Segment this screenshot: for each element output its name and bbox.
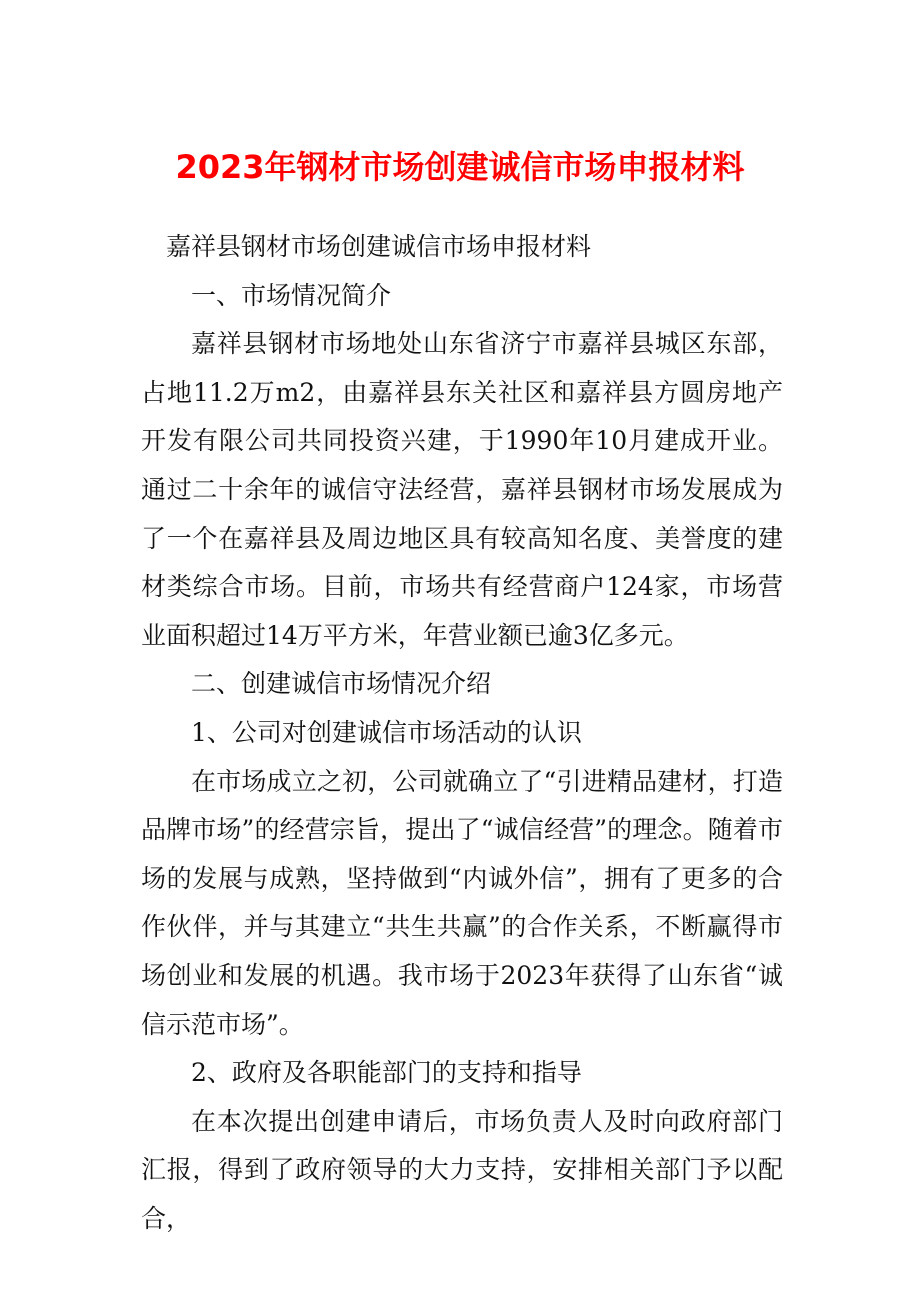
section-heading-integrity-creation: 二、创建诚信市场情况介绍 [191,669,492,699]
paragraph-government-support: 在本次提出创建申请后，市场负责人及时向政府部门汇报，得到了政府领导的大力支持，安排相关部门予以配合， [141,1106,783,1233]
subheading-government-support: 2、政府及各职能部门的支持和指导 [191,1058,582,1088]
subheading-company-understanding: 1、公司对创建诚信市场活动的认识 [191,717,582,747]
document-body [141,223,783,1243]
paragraph-company-understanding: 在市场成立之初，公司就确立了“引进精品建材，打造品牌市场”的经营宗旨，提出了“诚信经营”的理念。随着市场的发展与成熟，坚持做到“内诚外信”，拥有了更多的合作伙伴，并与其建立“共生共赢”的合作关系，不断赢得市场创业和发展的机遇。我市场于2023年获得了山东省“诚信示范市场”。 [141,766,783,1039]
paragraph-market-overview: 嘉祥县钢材市场地处山东省济宁市嘉祥县城区东部，占地11.2万m2，由嘉祥县东关社区和嘉祥县方圆房地产开发有限公司共同投资兴建，于1990年10月建成开业。通过二十余年的诚信守法经营，嘉祥县钢材市场发展成为了一个在嘉祥县及周边地区具有较高知名度、美誉度的建材类综合市场。目前，市场共有经营商户124家，市场营业面积超过14万平方米，年营业额已逾3亿多元。 [141,329,783,650]
paragraph-subtitle: 嘉祥县钢材市场创建诚信市场申报材料 [166,232,592,261]
document-title: 2023年钢材市场创建诚信市场申报材料 [175,148,745,186]
section-heading-market-overview: 一、市场情况简介 [191,280,392,310]
